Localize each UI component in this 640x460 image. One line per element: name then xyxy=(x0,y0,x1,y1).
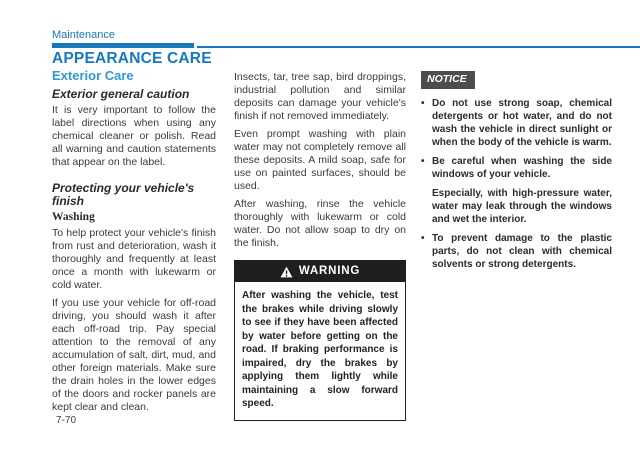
page-title: APPEARANCE CARE xyxy=(52,50,212,67)
notice-item-text: Be careful when washing the side windows of your vehicle. xyxy=(432,156,612,180)
section-subtitle: Exterior Care xyxy=(52,68,134,83)
page-number: 7-70 xyxy=(56,415,77,426)
heading-exterior-general-caution: Exterior general caution xyxy=(52,87,190,101)
warning-triangle-icon xyxy=(280,266,293,278)
notice-list-item xyxy=(421,232,612,271)
header-rule xyxy=(197,46,640,48)
paragraph: Even prompt washing with plain water may not completely remove all these deposits. A mild soap, safe for use on painted surfaces, should be used. xyxy=(234,128,406,192)
warning-text: After washing the vehicle, test the brakes while driving slowly to see if they have been affected by water before getting on the road. If braking performance is impaired, dry the brakes by applying them lightly while maintaining a slow forward speed. xyxy=(242,290,398,409)
paragraph: Insects, tar, tree sap, bird droppings, industrial pollution and similar deposits can damage your vehicle's finish if not removed immediately. xyxy=(234,71,406,122)
bullet-marker: • xyxy=(421,98,425,109)
breadcrumb: Maintenance xyxy=(52,29,115,41)
heading-protecting-finish: Protecting your vehicle's finish xyxy=(52,181,195,208)
notice-item-text: Especially, with high-pressure water, water may leak through the windows and wet the interior. xyxy=(432,188,612,225)
paragraph: To help protect your vehicle's finish from rust and deterioration, wash it thoroughly and frequently at least once a month with lukewarm or cold water. xyxy=(52,227,216,291)
warning-header xyxy=(235,261,405,282)
heading-washing: Washing xyxy=(52,211,95,223)
paragraph: If you use your vehicle for off-road driving, you should wash it after each off-road trip. Pay special attention to the removal of any accumulation of salt, dirt, mud, and other foreign materials. Make sure the drain holes in the lower edges of the doors and rocker panels are kept clear and clean. xyxy=(52,297,216,413)
notice-badge: NOTICE xyxy=(421,71,475,89)
column-2 xyxy=(234,71,406,421)
paragraph: It is very important to follow the label directions when using any chemical cleaner or polish. Read all warning and caution statements that appear on the label. xyxy=(52,104,216,168)
bullet-marker: • xyxy=(421,156,425,167)
column-3 xyxy=(421,71,612,277)
notice-list xyxy=(421,97,612,271)
warning-label: WARNING xyxy=(298,265,361,277)
notice-item-text: Do not use strong soap, chemical detergents or hot water, and do not wash the vehicle in direct sunlight or when the body of the vehicle is warm. xyxy=(432,98,612,148)
bullet-marker xyxy=(421,187,432,226)
notice-list-item xyxy=(421,187,612,226)
header-accent-bar xyxy=(52,43,194,48)
notice-item-text: To prevent damage to the plastic parts, do not clean with chemical solvents or strong detergents. xyxy=(432,233,612,270)
notice-list-item xyxy=(421,97,612,149)
notice-list-item xyxy=(421,155,612,181)
bullet-marker: • xyxy=(421,233,425,244)
warning-box xyxy=(234,260,406,421)
column-1 xyxy=(52,52,216,419)
paragraph: After washing, rinse the vehicle thoroughly with lukewarm or cold water. Do not allow soap to dry on the finish. xyxy=(234,198,406,249)
